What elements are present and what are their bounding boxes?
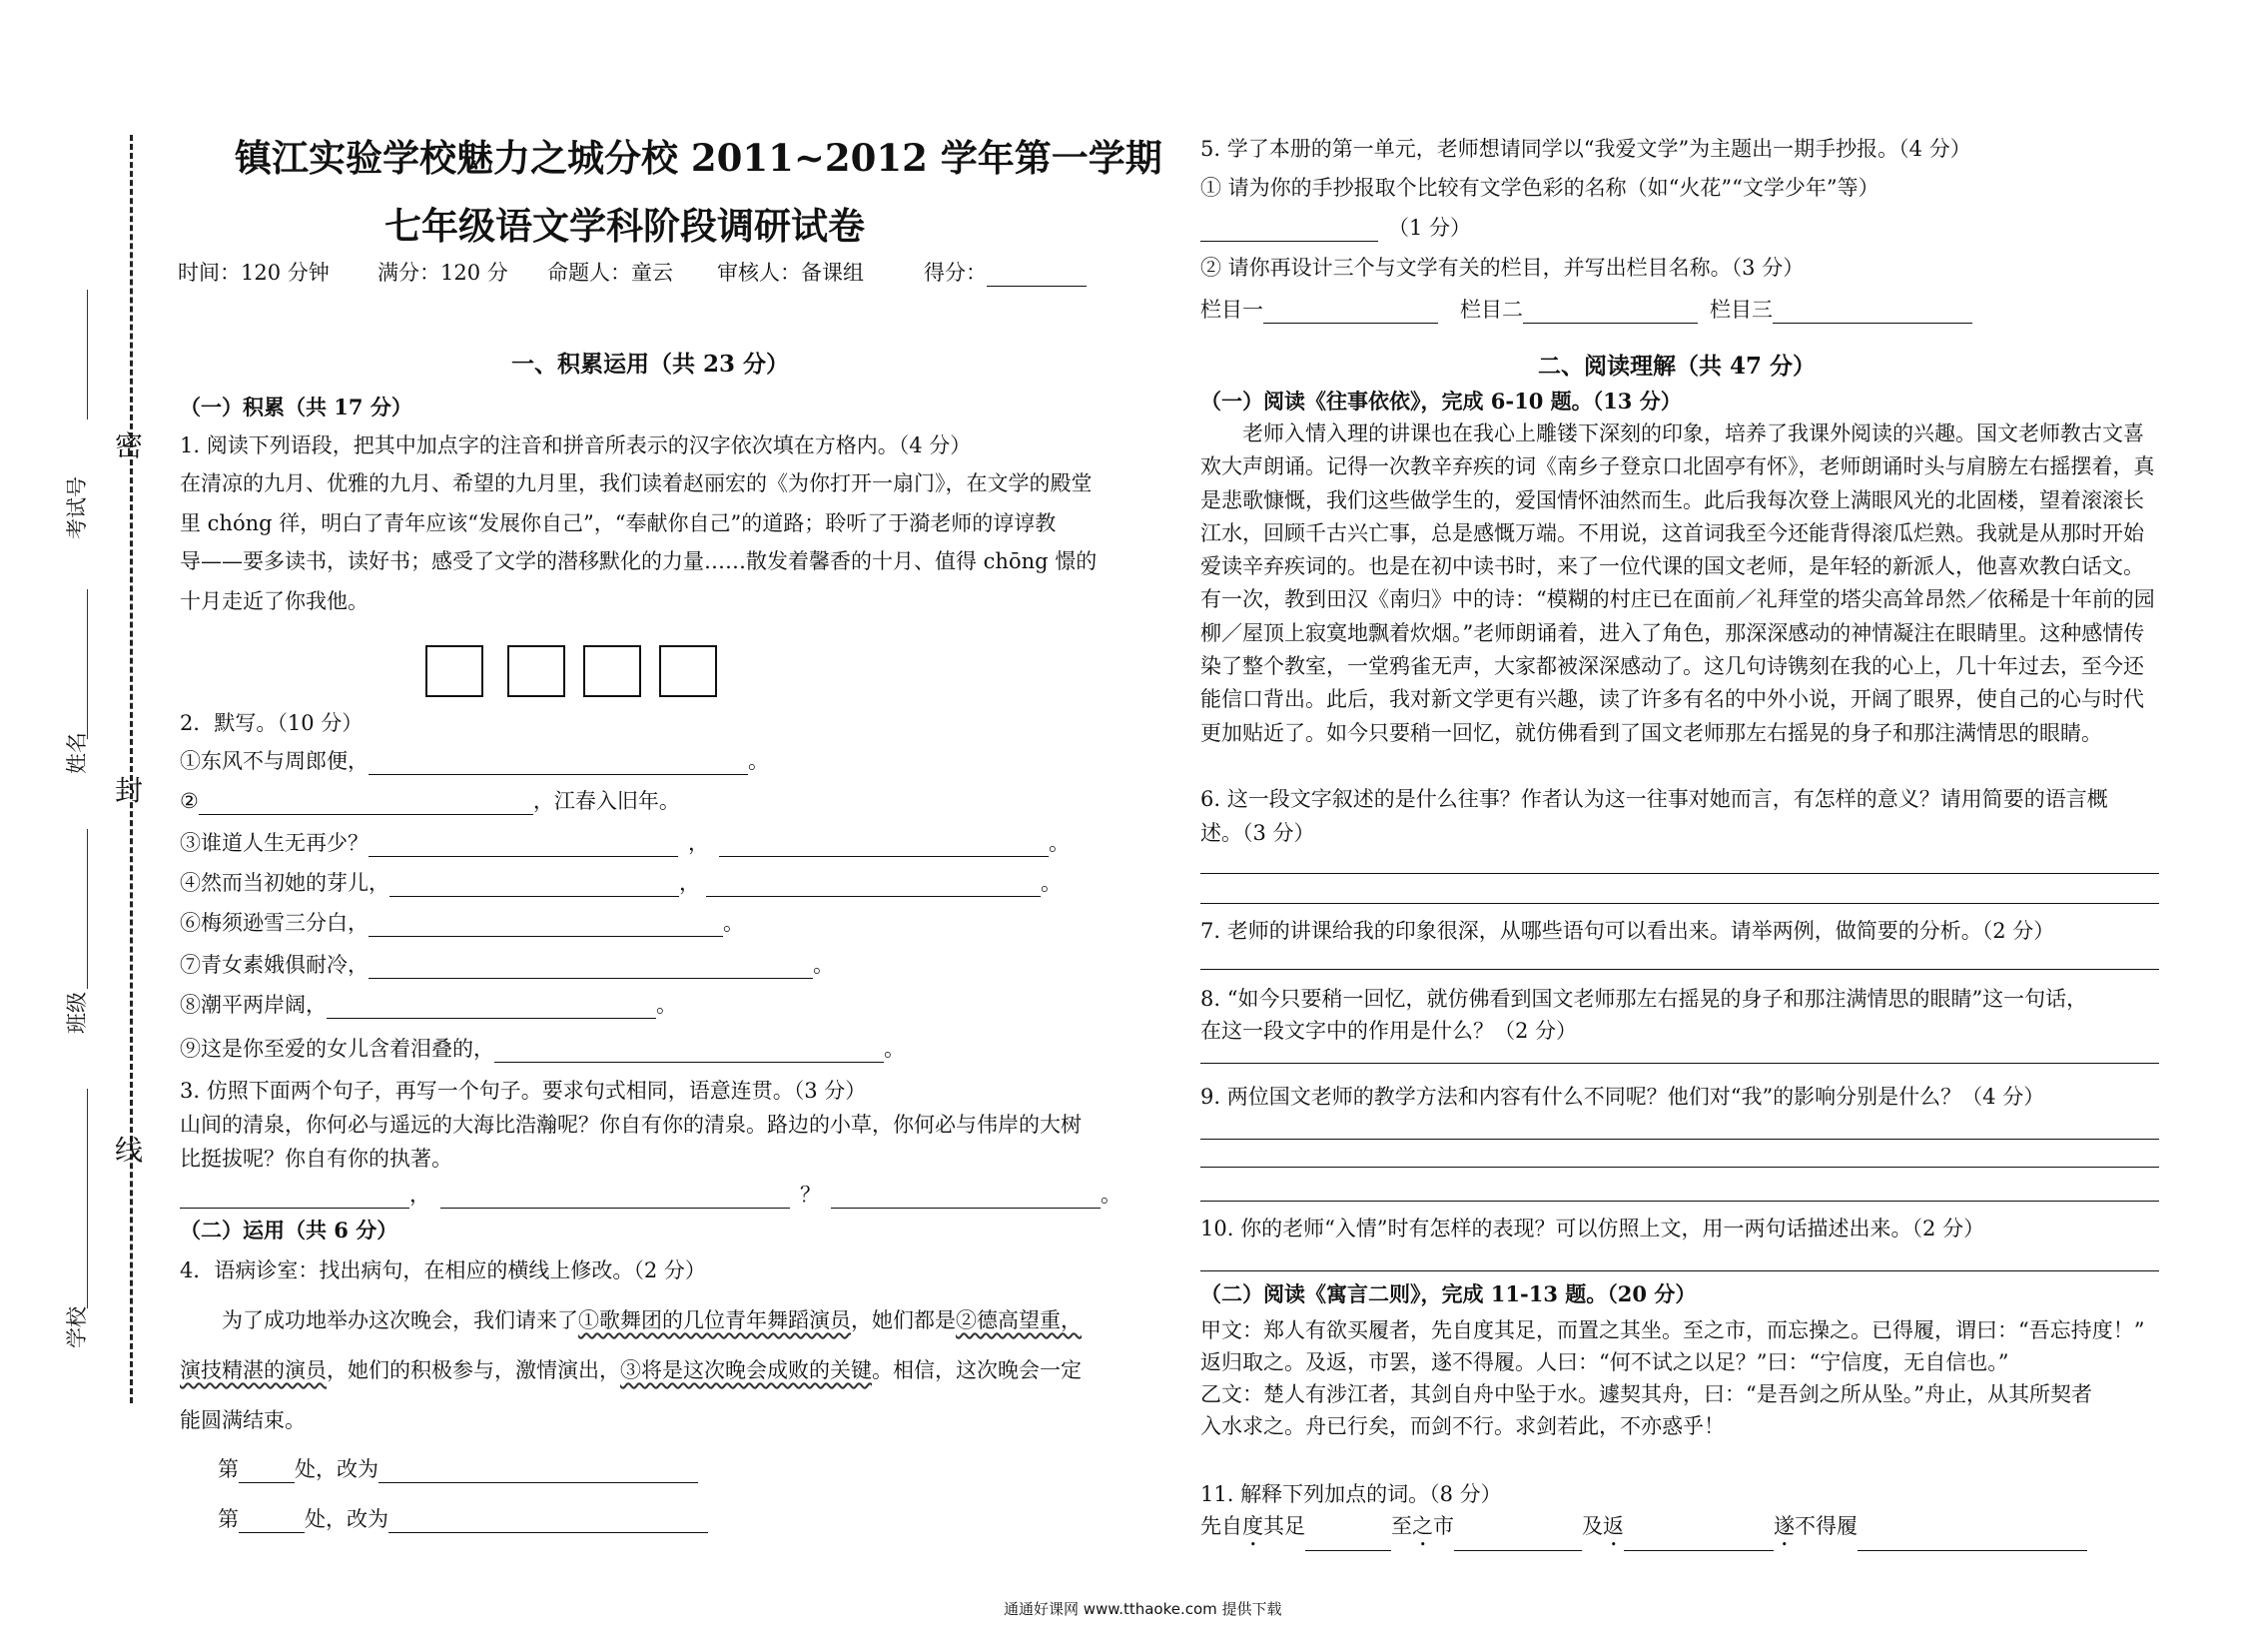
q10-answer-line[interactable] [1200,1270,2159,1271]
q3-prompt: 3. 仿照下面两个句子，再写一个句子。要求句式相同，语意连贯。（3 分） [180,1079,867,1103]
q6-prompt-line1: 6. 这一段文字叙述的是什么往事？作者认为这一往事对她而言，有怎样的意义？请用简要的语言概 [1200,787,2108,811]
exam-info-time: 时间：120 分钟 [178,261,330,285]
exam-info-grade: 得分： [924,257,1087,287]
q4-para-line1: 为了成功地举办这次晚会，我们请来了①歌舞团的几位青年舞蹈演员，她们都是②德高望重， [222,1308,1082,1332]
part2-s2-title: （二）阅读《寓言二则》，完成 11-13 题。（20 分） [1200,1281,1697,1306]
exam-title-line1: 镇江实验学校魅力之城分校 2011~2012 学年第一学期 [235,136,1162,180]
fable-jia-line1: 甲文：郑人有欲买履者，先自度其足，而置之其坐。至之市，而忘操之。已得履，谓曰：“吾忘持度！” [1200,1318,2145,1342]
q2-blank-1[interactable] [369,752,748,775]
q2-blank-4b[interactable] [706,874,1041,897]
q4-sentence-3: ③将是这次晚会成败的关键 [620,1358,872,1382]
q2-blank-8[interactable] [494,1040,884,1063]
q3-line1: 山间的清泉，你何必与遥远的大海比浩瀚呢？你自有你的清泉。路边的小草，你何必与伟岸的大树 [180,1113,1082,1137]
grade-blank[interactable] [987,264,1087,287]
answer-box-3[interactable] [583,645,641,697]
reading-passage: 老师入情入理的讲课也在我心上雕镂下深刻的印象，培养了我课外阅读的兴趣。国文老师教古文喜欢大声朗诵。记得一次教辛弃疾的词《南乡子登京口北固亭有怀》，老师朗诵时头与肩膀左右摇摆着，真是悲歌慷慨，我们这些做学生的，爱国情怀油然而生。此后我每次登上满眼风光的北固楼，望着滚滚长江水，回顾千古兴亡事，总是感慨万端。不用说，这首词我至今还能背得滚瓜烂熟。我就是从那时开始爱读辛弃疾词的。也是在初中读书时，来了一位代课的国文老师，是年轻的新派人，他喜欢教白话文。有一次，教到田汉《南归》中的诗：“模糊的村庄已在面前／礼拜堂的塔尖高耸昂然／依稀是十年前的园柳／屋顶上寂寞地飘着炊烟。”老师朗诵着，进入了角色，那深深感动的神情凝注在眼睛里。这种感情传染了整个教室，一堂鸦雀无声，大家都被深深感动了。这几句诗镌刻在我的心上，几十年过去，至今还能信口背出。此后，我对新文学更有兴趣，读了许多有名的中外小说，开阔了眼界，使自己的心与时代更加贴近了。如今只要稍一回忆，就仿佛看到了国文老师那左右摇晃的身子和那注满情思的眼睛。 [1200,421,2155,745]
q1-line2: 里 chóng 徉，明白了青年应该“发展你自己”，“奉献你自己”的道路；聆听了于漪老师的谆谆教 [180,511,1057,535]
q2-item5: ⑥梅须逊雪三分白， 。 [180,911,744,935]
q3-answer-line: ， ？ 。 [180,1179,1121,1209]
q4-para-line3: 能圆满结束。 [180,1408,306,1432]
q3-blank-1[interactable] [180,1186,409,1209]
q11-dot-word-du: 度 [1242,1514,1263,1538]
part2-title: 二、阅读理解（共 47 分） [1538,353,1817,380]
q7-answer-line[interactable] [1200,969,2159,970]
seal-char-xian: 线 [115,1134,144,1167]
q9-answer-line-1[interactable] [1200,1139,2159,1140]
class-fill-line [87,829,88,989]
q4-fill-row-2: 第 处，改为 [218,1503,708,1533]
exam-no-label: 考试号 [65,476,89,539]
q11-prompt: 11. 解释下列加点的词。（8 分） [1200,1482,1502,1506]
q4-blank-fix-2[interactable] [388,1510,708,1533]
q11-words-row: 先自度其足 至之市 及返 遂不得履 [1200,1510,2087,1551]
q5-part-a-answer: （1 分） [1200,212,1471,242]
footer-source: 通通好课网 www.tthaoke.com 提供下载 [1004,1600,1282,1618]
q3-blank-2[interactable] [440,1186,790,1209]
q5-part-a: ① 请为你的手抄报取个比较有文学色彩的名称（如“火花”“文学少年”等） [1200,176,1879,200]
q2-item2: ② ，江春入旧年。 [180,789,680,813]
q2-blank-2[interactable] [199,792,533,815]
answer-box-2[interactable] [507,645,565,697]
q3-blank-3[interactable] [831,1186,1101,1209]
part1-title: 一、积累运用（共 23 分） [511,351,790,378]
q5-prompt: 5. 学了本册的第一单元，老师想请同学以“我爱文学”为主题出一期手抄报。（4 分） [1200,137,1971,161]
q5-blank-col1[interactable] [1263,301,1438,324]
part2-s1-title: （一）阅读《往事依依》，完成 6-10 题。（13 分） [1200,389,1682,413]
part1-s1-title: （一）积累（共 17 分） [180,395,412,419]
answer-box-4[interactable] [659,645,717,697]
exam-info-score: 满分：120 分 [377,261,508,285]
q8-prompt-line1: 8. “如今只要稍一回忆，就仿佛看到国文老师那左右摇晃的身子和那注满情思的眼睛”这一句话， [1200,987,2088,1011]
school-fill-line [87,1089,88,1308]
q1-line4: 十月走近了你我他。 [180,589,369,613]
q6-prompt-line2: 述。（3 分） [1200,821,1315,845]
q4-sentence-1: ①歌舞团的几位青年舞蹈演员 [578,1308,851,1332]
q2-blank-3a[interactable] [369,834,678,857]
exam-info-reviewer: 审核人：备课组 [717,261,864,285]
q4-para-line2: 演技精湛的演员，她们的积极参与，激情演出，③将是这次晚会成败的关键。相信，这次晚会一定 [180,1358,1082,1382]
q4-blank-fix-1[interactable] [378,1460,698,1483]
q3-line2: 比挺拔呢？你自有你的执著。 [180,1147,452,1171]
answer-box-1[interactable] [425,645,483,697]
q5-blank-col2[interactable] [1523,301,1698,324]
q2-blank-6[interactable] [369,956,813,979]
q8-prompt-line2: 在这一段文字中的作用是什么？（2 分） [1200,1019,1578,1043]
q9-prompt: 9. 两位国文老师的教学方法和内容有什么不同呢？他们对“我”的影响分别是什么？（4 分） [1200,1085,2045,1109]
q4-blank-no-1[interactable] [239,1460,295,1483]
q5-columns-row: 栏目一 栏目二 栏目三 [1200,294,1972,324]
q9-answer-line-2[interactable] [1200,1167,2159,1168]
q11-dot-word-fan: 返 [1603,1514,1624,1538]
q4-sentence-2a: ②德高望重， [956,1308,1082,1332]
q11-blank-4[interactable] [1858,1528,2087,1551]
q4-fill-row-1: 第 处，改为 [218,1453,698,1483]
exam-title-line2: 七年级语文学科阶段调研试卷 [384,204,865,248]
class-label: 班级 [65,992,89,1034]
q5-blank-name[interactable] [1200,219,1378,242]
q1-prompt: 1. 阅读下列语段，把其中加点字的注音和拼音所表示的汉字依次填在方格内。（4 分） [180,433,972,457]
seal-char-feng: 封 [115,774,144,807]
q10-prompt: 10. 你的老师“入情”时有怎样的表现？可以仿照上文，用一两句话描述出来。（2 分） [1200,1217,1985,1240]
q2-item8: ⑨这是你至爱的女儿含着泪叠的， 。 [180,1037,905,1061]
q2-item4: ④然而当初她的芽儿， ， 。 [180,871,1062,895]
q2-blank-4a[interactable] [389,874,679,897]
q2-item7: ⑧潮平两岸阔， 。 [180,993,677,1017]
fable-yi-line2: 入水求之。舟已行矣，而剑不行。求剑若此，不亦惑乎！ [1200,1414,1725,1438]
name-label: 姓名 [65,732,89,774]
q6-answer-line-2[interactable] [1200,903,2159,904]
q11-blank-2[interactable] [1454,1528,1582,1551]
q11-dot-word-sui: 遂 [1774,1514,1795,1538]
q8-answer-line[interactable] [1200,1063,2159,1064]
q1-line1: 在清凉的九月、优雅的九月、希望的九月里，我们读着赵丽宏的《为你打开一扇门》，在文学的殿堂 [180,471,1093,495]
q11-dot-word-zhi: 之 [1412,1514,1433,1538]
q2-prompt: 2．默写。（10 分） [180,711,364,735]
q5-blank-col3[interactable] [1773,301,1972,324]
q4-blank-no-2[interactable] [239,1510,305,1533]
q6-answer-line-1[interactable] [1200,873,2159,874]
q11-blank-1[interactable] [1305,1528,1391,1551]
q7-prompt: 7. 老师的讲课给我的印象很深，从哪些语句可以看出来。请举两例，做简要的分析。（2 分） [1200,919,2055,943]
seal-char-mi: 密 [115,429,144,462]
fable-jia-line2: 返归取之。及返，市罢，遂不得履。人曰：“何不试之以足？”曰：“宁信度，无自信也。” [1200,1350,2009,1374]
q2-blank-3b[interactable] [719,834,1049,857]
q4-prompt: 4．语病诊室：找出病句，在相应的横线上修改。（2 分） [180,1258,706,1282]
q2-item1: ①东风不与周郎便， 。 [180,749,769,773]
school-label: 学校 [65,1306,89,1348]
q2-item6: ⑦青女素娥俱耐冷， 。 [180,953,834,977]
q11-blank-3[interactable] [1624,1528,1774,1551]
q1-line3: 导——要多读书，读好书；感受了文学的潜移默化的力量……散发着馨香的十月、值得 chōng 憬的 [180,549,1098,573]
q5-part-b: ② 请你再设计三个与文学有关的栏目，并写出栏目名称。（3 分） [1200,256,1805,280]
q2-blank-7[interactable] [327,996,656,1019]
exam-info-author: 命题人：童云 [547,261,673,285]
exam-no-fill-line [87,290,88,419]
q2-item3: ③谁道人生无再少？ ， 。 [180,831,1070,855]
q2-blank-5[interactable] [369,914,723,937]
part1-s2-title: （二）运用（共 6 分） [180,1218,398,1242]
fable-yi-line1: 乙文：楚人有涉江者，其剑自舟中坠于水。遽契其舟，曰：“是吾剑之所从坠。”舟止，从其所契者 [1200,1382,2092,1406]
q4-sentence-2b: 演技精湛的演员 [180,1358,327,1382]
name-fill-line [87,589,88,739]
q9-answer-line-3[interactable] [1200,1201,2159,1202]
